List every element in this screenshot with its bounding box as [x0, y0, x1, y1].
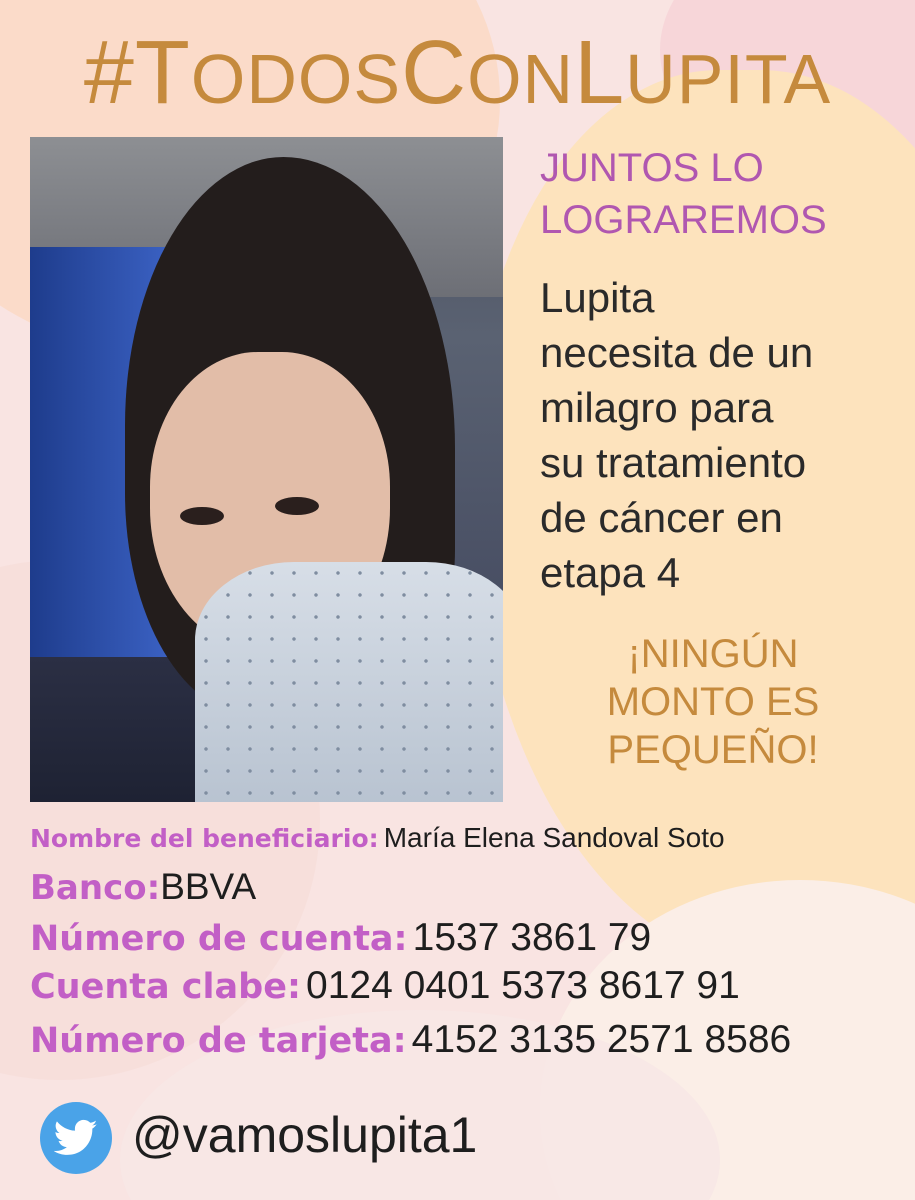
card-label: Número de tarjeta:: [30, 1021, 407, 1061]
description-line: Lupita: [540, 274, 655, 321]
call-to-action: [543, 630, 883, 774]
card-row: [30, 1018, 791, 1062]
clabe-value: 0124 0401 5373 8617 91: [306, 964, 740, 1007]
description-line: necesita de un: [540, 329, 814, 376]
account-row: [30, 916, 651, 960]
account-label: Número de cuenta:: [30, 919, 408, 959]
bank-row: [30, 866, 256, 908]
clabe-row: [30, 964, 740, 1008]
bank-value: BBVA: [160, 866, 257, 907]
subtitle-line: LOGRAREMOS: [540, 198, 827, 242]
description: [540, 270, 900, 600]
photo-gown: [195, 562, 503, 802]
child-photo: [30, 137, 503, 802]
campaign-hashtag: #TODOSCONLUPITA: [83, 23, 832, 123]
description-line: etapa 4: [540, 549, 681, 596]
description-line: milagro para: [540, 384, 774, 431]
twitter-bird-icon[interactable]: [40, 1102, 112, 1174]
description-line: de cáncer en: [540, 494, 783, 541]
twitter-handle[interactable]: @vamoslupita1: [132, 1107, 478, 1163]
beneficiary-label: Nombre del beneficiario:: [30, 824, 379, 853]
account-value: 1537 3861 79: [412, 916, 652, 959]
cta-line: PEQUEÑO!: [607, 728, 819, 772]
beneficiary-value: María Elena Sandoval Soto: [383, 822, 725, 853]
photo-eye: [275, 497, 319, 515]
twitter-bird-glyph: [54, 1119, 98, 1157]
bank-label: Banco:: [30, 868, 161, 908]
card-value: 4152 3135 2571 8586: [411, 1018, 792, 1061]
cta-line: MONTO ES: [606, 680, 820, 724]
beneficiary-row: [30, 822, 725, 854]
subtitle-line: JUNTOS LO: [540, 146, 764, 190]
subtitle: [540, 142, 900, 246]
description-line: su tratamiento: [540, 439, 807, 486]
clabe-label: Cuenta clabe:: [30, 967, 301, 1007]
photo-eye: [180, 507, 224, 525]
cta-line: ¡NINGÚN: [627, 632, 799, 676]
